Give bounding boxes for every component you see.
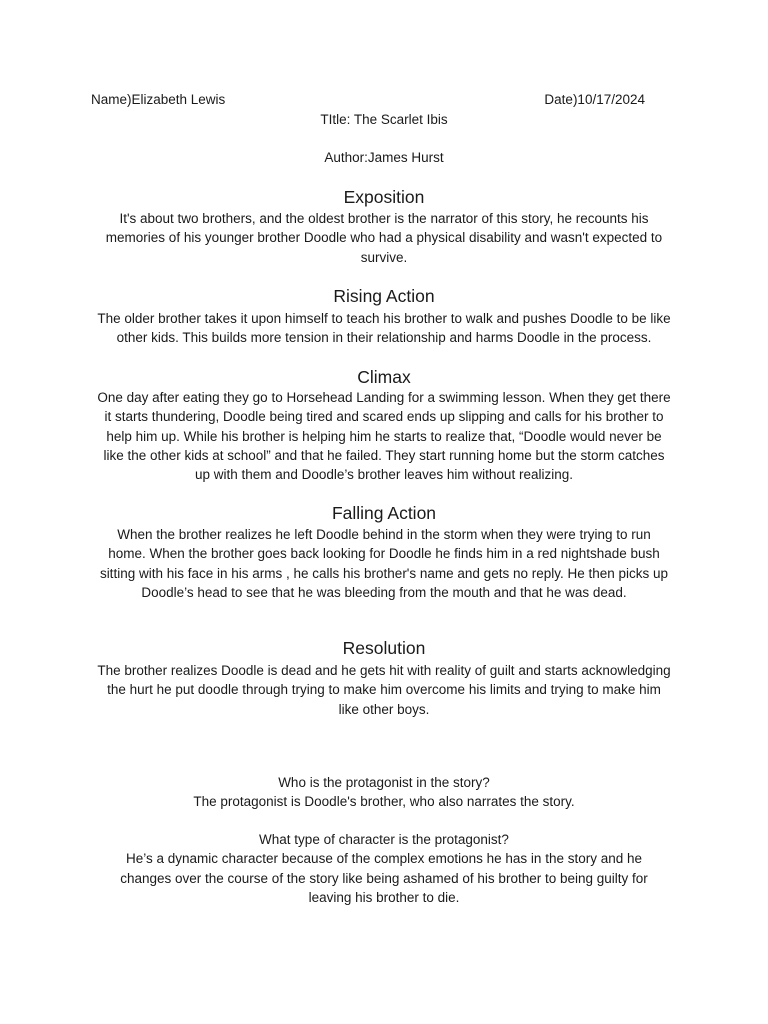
section-body-climax — [84, 388, 684, 484]
section-heading-climax: Climax — [357, 367, 411, 387]
section-heading-falling-action: Falling Action — [331, 503, 437, 523]
question-text: Who is the protagonist in the story? — [278, 775, 490, 790]
answer-text: changes over the course of the story like being ashamed of his brother to being guilty for — [120, 870, 648, 886]
text-line: it starts thundering, Doodle being tired and scared ends up slipping and calls for his brother to — [104, 409, 664, 425]
qa-block-character-type — [84, 830, 684, 907]
story-author: Author:James Hurst — [324, 150, 444, 165]
question-text: What type of character is the protagonist? — [259, 832, 509, 847]
text-line: When the brother realizes he left Doodle behind in the storm when they were trying to run — [117, 527, 651, 542]
text-line: help him up. While his brother is helping him he starts to realize that, “Doodle would never be — [106, 428, 662, 444]
text-line: It's about two brothers, and the oldest brother is the narrator of this story, he recounts his — [119, 211, 649, 226]
story-title: TItle: The Scarlet Ibis — [320, 112, 448, 127]
section-body-rising-action — [84, 309, 684, 348]
section-heading-exposition: Exposition — [343, 187, 425, 207]
section-body-resolution — [84, 661, 684, 719]
section-heading-resolution: Resolution — [342, 638, 426, 658]
text-line: the hurt he put doodle through trying to make him overcome his limits and trying to make him — [107, 682, 661, 698]
section-body-exposition — [84, 209, 684, 267]
text-line: up with them and Doodle’s brother leaves him without realizing. — [195, 467, 573, 483]
answer-text: The protagonist is Doodle's brother, who also narrates the story. — [193, 794, 575, 810]
student-name: Name)Elizabeth Lewis — [91, 92, 226, 107]
section-heading-rising-action: Rising Action — [333, 286, 435, 306]
text-line: like the other kids at school” and that he failed. They start running home but the storm catches — [103, 447, 665, 463]
text-line: other kids. This builds more tension in their relationship and harms Doodle in the process. — [116, 330, 652, 346]
section-body-falling-action — [84, 525, 684, 602]
assignment-date: Date)10/17/2024 — [544, 92, 645, 107]
text-line: survive. — [360, 249, 408, 265]
text-line: Doodle’s head to see that he was bleeding from the mouth and that he was dead. — [141, 584, 627, 600]
answer-text: He’s a dynamic character because of the complex emotions he has in the story and he — [125, 851, 643, 867]
text-line: home. When the brother goes back looking for Doodle he finds him in a red nightshade bush — [108, 546, 660, 562]
qa-block-protagonist — [84, 773, 684, 812]
text-line: The older brother takes it upon himself to teach his brother to walk and pushes Doodle to be like — [97, 311, 671, 326]
text-line: sitting with his face in his arms , he calls his brother's name and gets no reply. He then picks up — [99, 565, 669, 581]
text-line: One day after eating they go to Horsehead Landing for a swimming lesson. When they get there — [97, 390, 671, 405]
text-line: memories of his younger brother Doodle who had a physical disability and wasn't expected to — [105, 230, 663, 246]
header-row — [91, 92, 645, 110]
text-line: like other boys. — [338, 701, 430, 717]
answer-text: leaving his brother to die. — [308, 889, 460, 905]
text-line: The brother realizes Doodle is dead and he gets hit with reality of guilt and starts acknowledging — [97, 663, 671, 678]
